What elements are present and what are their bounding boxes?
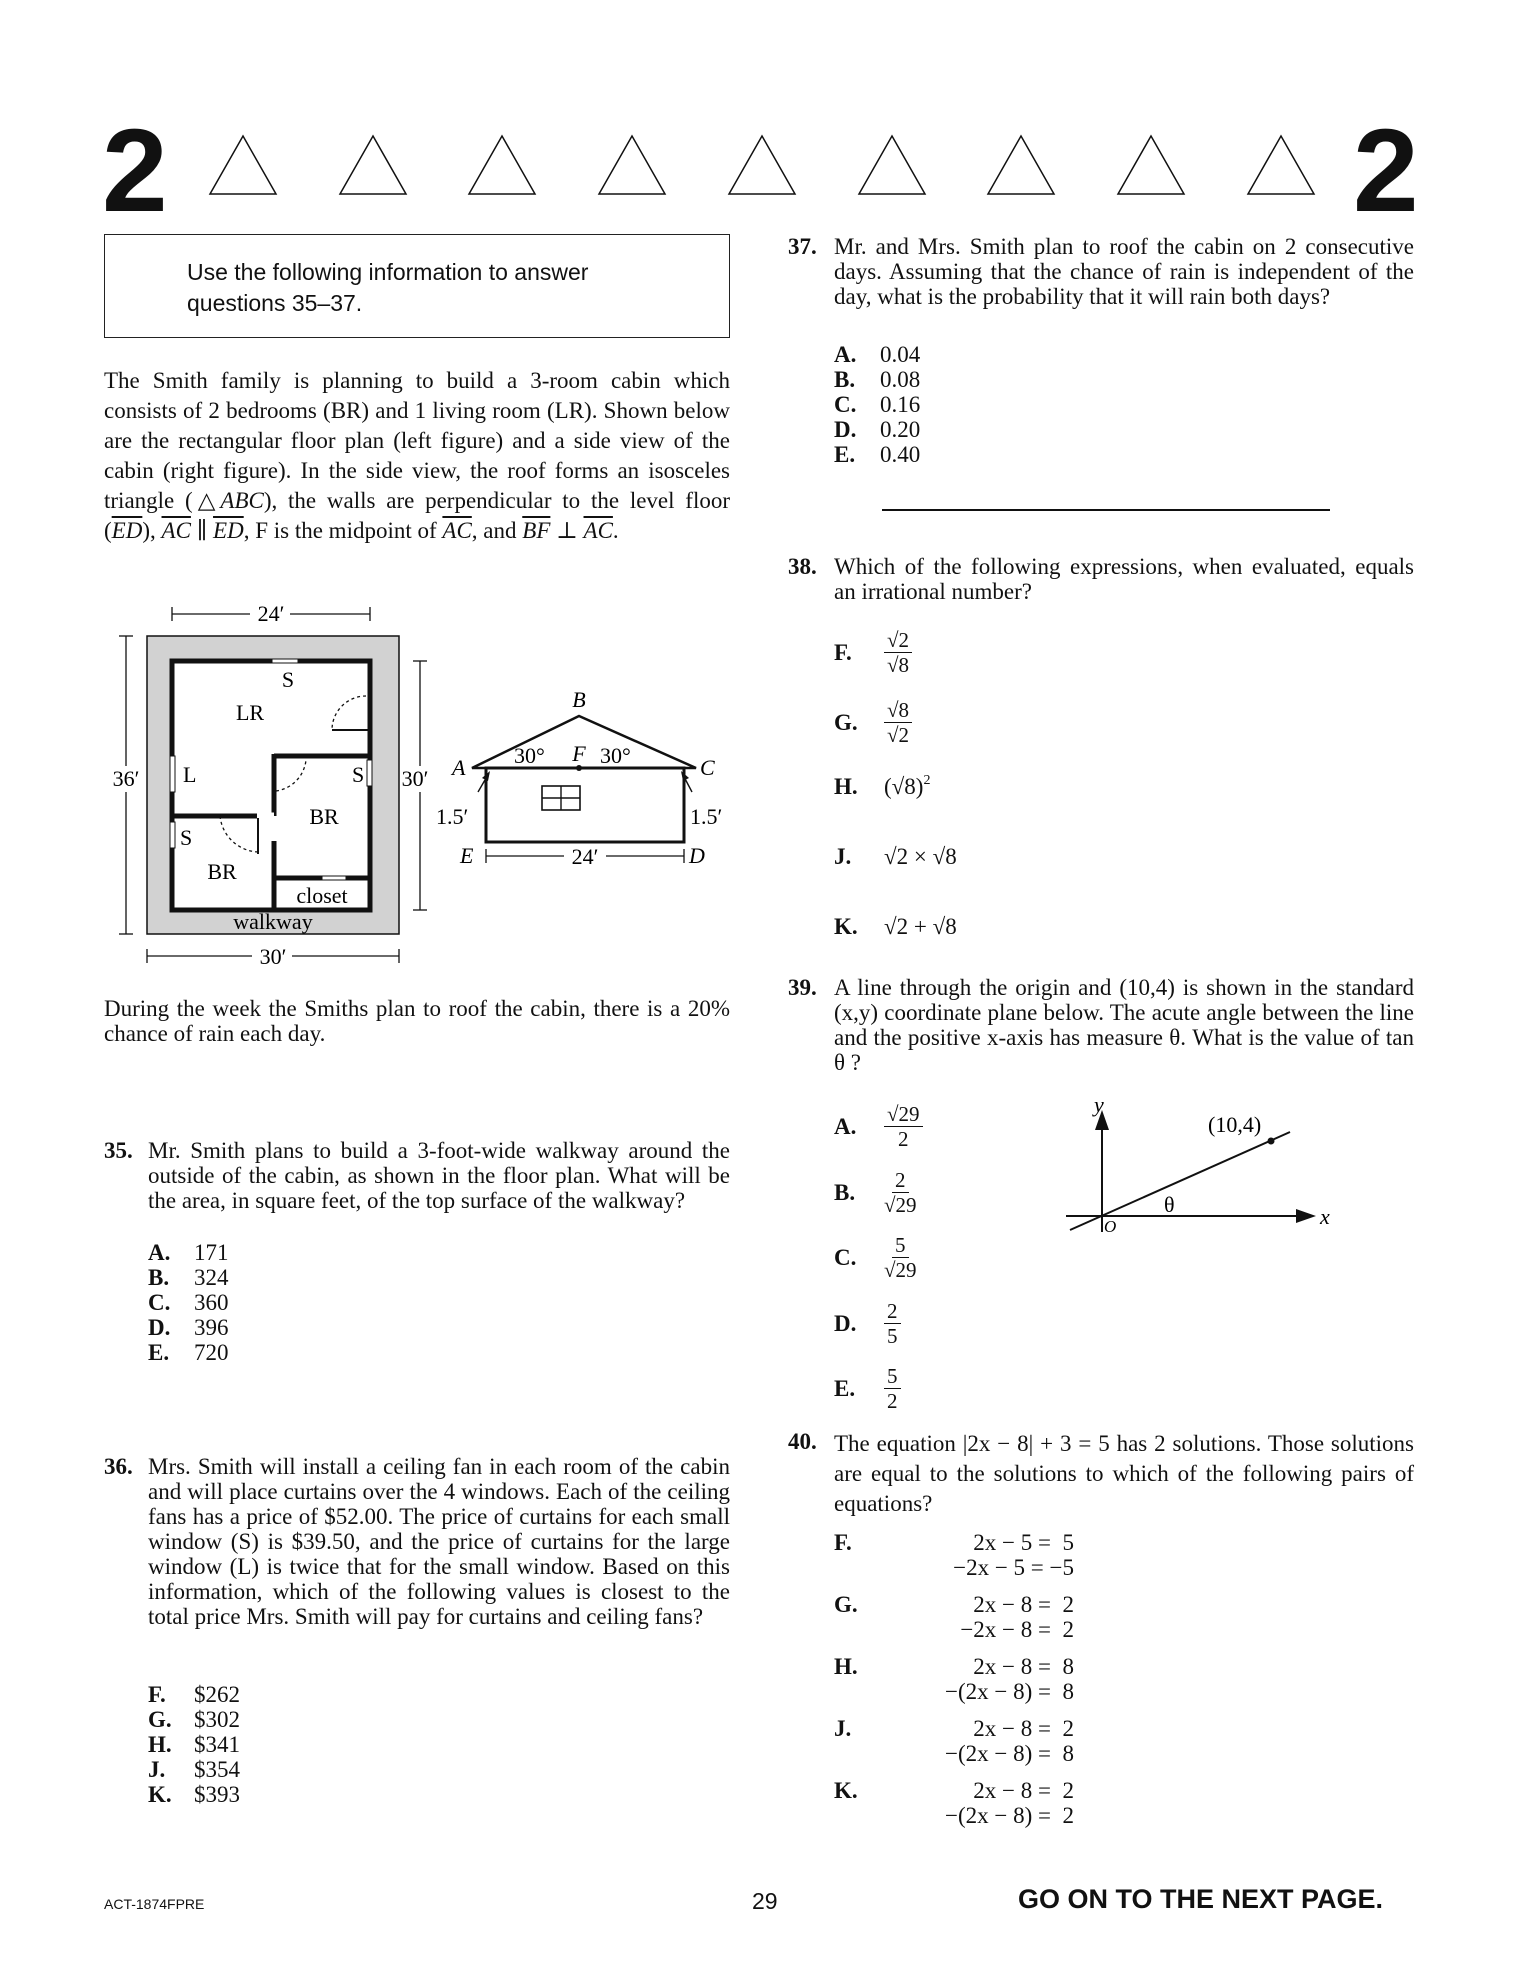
intro-text: ), xyxy=(142,518,162,543)
triangle-icon xyxy=(727,134,797,196)
q39-option-e-label: E. xyxy=(834,1375,856,1401)
floor-plan-label-l: L xyxy=(183,762,197,787)
q40-option-f-equation-2: −2x − 5 = −5 xyxy=(953,1555,1074,1580)
q40-option-h[interactable] xyxy=(834,1654,1074,1716)
intro-text: ), the walls are perpendicular to the level floor ( xyxy=(104,488,730,543)
q40-option-k-label: K. xyxy=(834,1778,858,1803)
floor-plan-figure xyxy=(100,596,430,968)
q36-option-k[interactable]: K. $393 xyxy=(148,1782,240,1807)
floor-plan-label-lr: LR xyxy=(235,700,265,725)
segment-ac: $\overline{AC}$ xyxy=(161,518,191,543)
q37-number: 37. xyxy=(788,234,817,259)
q38-option-k-label: K. xyxy=(834,914,858,939)
q36-options xyxy=(148,1682,240,1807)
q38-option-h-expression: (√8) xyxy=(884,774,924,799)
q39-graph-point-label: (10,4) xyxy=(1208,1112,1262,1137)
q35-number: 35. xyxy=(104,1138,133,1163)
intro-text: , and xyxy=(471,518,523,543)
q36-option-h[interactable]: H. $341 xyxy=(148,1732,240,1757)
q35-option-c[interactable]: C. 360 xyxy=(148,1290,229,1315)
section-number-left: 2 xyxy=(102,105,168,237)
q37-text: Mr. and Mrs. Smith plan to roof the cabin on 2 consecutive days. Assuming that the chance of rain is independent of the day, what is the probability that it will rain both days? xyxy=(834,234,1414,309)
q35-options xyxy=(148,1240,229,1365)
q38-option-j-expression: √2 × √8 xyxy=(884,844,957,869)
triangle-icon xyxy=(857,134,927,196)
q38-option-f-fraction: $\frac{√2}{√8}$ xyxy=(884,628,912,677)
q39-graph-origin-label: O xyxy=(1104,1217,1117,1236)
info-box xyxy=(104,234,730,338)
floor-plan-label-walkway: walkway xyxy=(233,909,313,934)
floor-plan-label-s-top: S xyxy=(281,667,295,692)
floor-plan-label-closet: closet xyxy=(296,883,348,908)
triangle-icon xyxy=(986,134,1056,196)
q40-option-h-equation-1: 2x − 8 = 8 xyxy=(973,1654,1074,1679)
q35-text: Mr. Smith plans to build a 3-foot-wide walkway around the outside of the cabin, as shown in the floor plan. What will be the area, in square feet, of the top surface of the walkway? xyxy=(148,1138,730,1213)
side-view-right-height: 1.5′ xyxy=(690,804,723,829)
q38-option-h[interactable] xyxy=(834,774,930,800)
q37-option-b[interactable]: B. 0.08 xyxy=(834,367,921,392)
q36-option-j[interactable]: J. $354 xyxy=(148,1757,240,1782)
segment-ac: $\overline{AC}$ xyxy=(583,518,613,543)
rain-chance-paragraph: During the week the Smiths plan to roof the cabin, there is a 20% chance of rain each day. xyxy=(104,996,730,1046)
q35-option-d[interactable]: D. 396 xyxy=(148,1315,229,1340)
q40-option-k-equation-2: −(2x − 8) = 2 xyxy=(945,1803,1074,1828)
q39-option-b[interactable] xyxy=(834,1168,917,1217)
segment-ed: $\overline{ED}$ xyxy=(111,518,143,543)
floor-plan-label-br-right: BR xyxy=(309,804,339,829)
floor-plan-bottom-dim: 30′ xyxy=(259,944,287,968)
q40-option-k[interactable] xyxy=(834,1778,1074,1840)
q38-number: 38. xyxy=(788,554,817,579)
side-view-label-f: F xyxy=(572,741,586,766)
section-number-right: 2 xyxy=(1353,105,1419,237)
q38-option-g[interactable] xyxy=(834,698,912,747)
side-view-label-b: B xyxy=(572,687,586,712)
q39-coordinate-graph xyxy=(1066,1096,1346,1236)
q39-option-a[interactable] xyxy=(834,1102,923,1151)
q40-option-g-equation-2: −2x − 8 = 2 xyxy=(960,1617,1074,1642)
q39-option-c-label: C. xyxy=(834,1244,857,1270)
section-divider xyxy=(882,509,1330,511)
q39-option-c[interactable] xyxy=(834,1233,917,1282)
q40-options xyxy=(834,1530,1074,1840)
floor-plan-label-s-left: S xyxy=(180,825,193,850)
q39-option-c-fraction: $\frac{5}{√29}$ xyxy=(884,1233,917,1282)
q40-option-g[interactable] xyxy=(834,1592,1074,1654)
side-view-angle-right: 30° xyxy=(600,743,631,768)
q40-option-g-label: G. xyxy=(834,1592,858,1617)
floor-plan-left-dim: 36′ xyxy=(112,766,140,791)
side-view-label-c: C xyxy=(700,755,715,780)
side-view-angle-left: 30° xyxy=(514,743,545,768)
triangle-icon xyxy=(1246,134,1316,196)
q40-text: The equation |2x − 8| + 3 = 5 has 2 solutions. Those solutions are equal to the solutions to which of the following pairs of equations? xyxy=(834,1431,1414,1516)
intro-text: , F is the midpoint of xyxy=(243,518,443,543)
triangle-icon xyxy=(208,134,278,196)
q39-number: 39. xyxy=(788,975,817,1000)
q39-option-a-label: A. xyxy=(834,1113,857,1139)
q39-option-b-label: B. xyxy=(834,1179,856,1205)
q38-option-h-exponent: 2 xyxy=(923,773,931,788)
side-view-label-a: A xyxy=(452,755,466,780)
q38-option-g-fraction: $\frac{√8}{√2}$ xyxy=(884,698,912,747)
q39-option-d-fraction: $\frac{2}{5}$ xyxy=(884,1299,901,1348)
segment-ac: $\overline{AC}$ xyxy=(442,518,472,543)
q37-option-c[interactable]: C. 0.16 xyxy=(834,392,921,417)
triangle-icon xyxy=(467,134,537,196)
floor-plan-label-s-mid: S xyxy=(352,762,365,787)
q40-option-j-label: J. xyxy=(834,1716,852,1741)
q38-option-f[interactable] xyxy=(834,628,912,677)
page-number: 29 xyxy=(752,1888,778,1914)
q40-option-f-label: F. xyxy=(834,1530,852,1555)
q36-text: Mrs. Smith will install a ceiling fan in each room of the cabin and will place curtains over the 4 windows. Each of the ceiling fans has a price of $52.00. The price of curtains for each small window (S) is $39.50, and the price of curtains for the large window (L) is twice that for the small window. Based on this information, which of the following values is closest to the total price Mrs. Smith will pay for curtains and ceiling fans? xyxy=(148,1454,730,1629)
q40-option-j[interactable] xyxy=(834,1716,1074,1778)
q39-option-b-fraction: $\frac{2}{√29}$ xyxy=(884,1168,917,1217)
floor-plan-top-dim: 24′ xyxy=(257,601,285,626)
info-box-text: Use the following information to answer questions 35–37. xyxy=(187,259,589,316)
segment-bf: $\overline{BF}$ xyxy=(522,518,551,543)
q39-text: A line through the origin and (10,4) is shown in the standard (x,y) coordinate plane below. The acute angle between the line and the positive x-axis has measure θ. What is the value of tan θ ? xyxy=(834,975,1414,1075)
q35-option-e[interactable]: E. 720 xyxy=(148,1340,229,1365)
q39-graph-angle-label: θ xyxy=(1164,1192,1175,1217)
q37-option-e[interactable]: E. 0.40 xyxy=(834,442,921,467)
q40-option-f[interactable] xyxy=(834,1530,1074,1592)
q39-option-e-fraction: $\frac{5}{2}$ xyxy=(884,1364,901,1413)
segment-ed: $\overline{ED}$ xyxy=(213,518,244,543)
parallel-symbol: ∥ xyxy=(190,518,214,543)
q40-number: 40. xyxy=(788,1429,817,1454)
side-view-left-height: 1.5′ xyxy=(436,804,469,829)
q40-option-h-equation-2: −(2x − 8) = 8 xyxy=(945,1679,1074,1704)
triangle-icon xyxy=(1116,134,1186,196)
q39-graph-x-label: x xyxy=(1320,1204,1330,1229)
q36-option-f[interactable]: F. $262 xyxy=(148,1682,240,1707)
intro-paragraph xyxy=(104,366,730,546)
q37-option-a[interactable]: A. 0.04 xyxy=(834,342,921,367)
q37-option-d[interactable]: D. 0.20 xyxy=(834,417,921,442)
q40-option-k-equation-1: 2x − 8 = 2 xyxy=(973,1778,1074,1803)
triangle-icon xyxy=(597,134,667,196)
q40-option-g-equation-1: 2x − 8 = 2 xyxy=(973,1592,1074,1617)
q39-graph-y-label: y xyxy=(1094,1096,1104,1117)
footer-code: ACT-1874FPRE xyxy=(104,1896,205,1912)
q37-options xyxy=(834,342,920,467)
floor-plan-right-dim: 30′ xyxy=(401,766,429,791)
side-view-base: 24′ xyxy=(571,844,599,869)
q39-option-d-label: D. xyxy=(834,1310,857,1336)
q38-option-k-expression: √2 + √8 xyxy=(884,914,957,939)
q35-option-b[interactable]: B. 324 xyxy=(148,1265,229,1290)
q38-option-g-label: G. xyxy=(834,709,858,735)
perpendicular-symbol: ⊥ xyxy=(550,518,584,543)
go-on-notice: GO ON TO THE NEXT PAGE. xyxy=(1018,1884,1384,1914)
q40-option-f-equation-1: 2x − 5 = 5 xyxy=(973,1530,1074,1555)
q40-option-h-label: H. xyxy=(834,1654,858,1679)
side-view-label-d: D xyxy=(689,843,705,868)
floor-plan-label-br-left: BR xyxy=(207,859,237,884)
intro-text: . xyxy=(612,518,619,543)
q40-option-j-equation-2: −(2x − 8) = 8 xyxy=(945,1741,1074,1766)
q35-option-a[interactable]: A. 171 xyxy=(148,1240,229,1265)
intro-text: The Smith family is planning to build a 3-room cabin which consists of 2 bedrooms (BR) and 1 living room (LR). Shown below are the rectangular floor plan (left figure) and a side view of the cabin (right figure). In the side view, the roof forms an isosceles triangle ( xyxy=(104,368,730,513)
q38-option-h-label: H. xyxy=(834,774,858,799)
q36-number: 36. xyxy=(104,1454,133,1479)
q38-text: Which of the following expressions, when evaluated, equals an irrational number? xyxy=(834,554,1414,604)
side-view-figure xyxy=(430,686,740,884)
q38-option-j-label: J. xyxy=(834,844,852,869)
triangle-abc: △ABC xyxy=(192,488,264,513)
q36-option-g[interactable]: G. $302 xyxy=(148,1707,240,1732)
q39-option-e[interactable] xyxy=(834,1364,901,1413)
side-view-label-e: E xyxy=(460,843,474,868)
q38-option-j[interactable] xyxy=(834,844,957,870)
q38-option-f-label: F. xyxy=(834,639,852,665)
q38-option-k[interactable] xyxy=(834,914,957,940)
q40-option-j-equation-1: 2x − 8 = 2 xyxy=(973,1716,1074,1741)
q39-option-d[interactable] xyxy=(834,1299,901,1348)
q39-option-a-fraction: $\frac{√29}{2}$ xyxy=(884,1102,923,1151)
triangle-icon xyxy=(338,134,408,196)
